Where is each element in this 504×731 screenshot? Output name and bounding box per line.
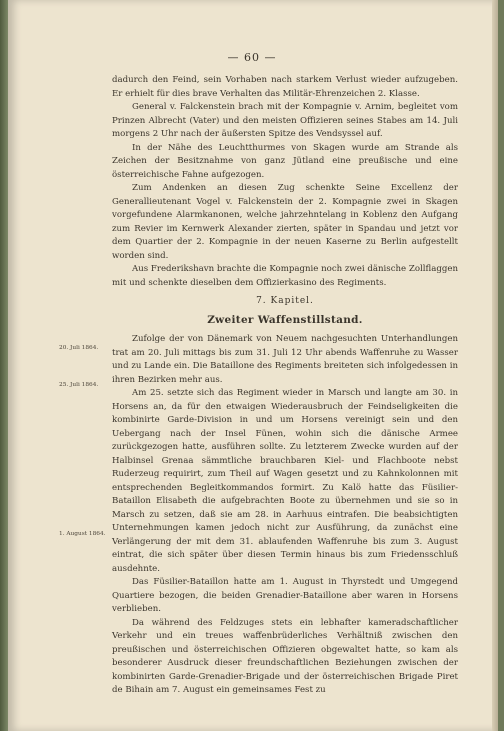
paragraph: Zufolge der von Dänemark von Neuem nachgesuchten Unterhandlungen trat am 20. Juli mittags bis zum 31. Juli 12 Uhr abends Waffenruhe zu Wasser und zu Lande ein. Die Bataillone des Regiments breiteten sich infolgedessen in ihren Bezirken mehr aus. bbox=[112, 334, 458, 385]
paragraph: General v. Falckenstein brach mit der Kompagnie v. Arnim, begleitet vom Prinzen Albrecht (Vater) und den meisten Offizieren seines Stabes am 14. Juli morgens 2 Uhr nach der äußersten Spitze des Vendsyssel auf. bbox=[112, 102, 458, 139]
chapter-title: Zweiter Waffenstillstand. bbox=[207, 314, 363, 326]
top-text-block bbox=[112, 74, 458, 290]
page-number: — 60 — bbox=[227, 51, 277, 64]
book-spine bbox=[0, 0, 8, 731]
margin-note-date: 1. August 1864. bbox=[59, 531, 106, 537]
paragraph: In der Nähe des Leuchtthurmes von Skagen wurde am Strande als Zeichen der Besitznahme von ganz Jütland eine preußische und eine österreichische Fahne aufgezogen. bbox=[112, 142, 458, 180]
paragraph: Am 25. setzte sich das Regiment wieder in Marsch und langte am 30. in Horsens an, da für den etwaigen Wiederausbruch der Feindseligkeiten die kombinirte Garde-Division in und um Horsens vereinigt sein und den Uebergang nach der Insel Fünen, wohin sich die dänische Armee zurückgezogen hatte, ausführen sollte. Zu letzterem Zwecke wurden auf der Halbinsel Grenaa sämmtliche brauchbaren Kiel- und Flachboote nebst Ruderzeug requirirt, zum Theil auf Wagen gesetzt und zu Kahnkolonnen mit entsprechenden Begleitkommandos formirt. Zu Kalö hatte das Füsilier-Bataillon Elisabeth die aufgebrachten Boote zu übernehmen und sie so in Marsch zu setzen, daß sie am 28. in Aarhuus eintrafen. Die beabsichtigten Unternehmungen kamen jedoch nicht zur Ausführung, da zunächst eine Verlängerung der mit dem 31. ablaufenden Waffenruhe bis zum 3. August eintrat, die sich später über diesen Termin hinaus bis zum Friedensschluß ausdehnte. bbox=[112, 388, 458, 574]
paragraph: Zum Andenken an diesen Zug schenkte Seine Excellenz der Generallieutenant Vogel v. Falckenstein der 2. Kompagnie zwei in Skagen vorgefundene Alarmkanonen, welche jahrzehntelang in Koblenz den Aufgang zum Revier im Kernwerk Alexander zierten, später in Spandau und jetzt vor dem Quartier der 2. Kompagnie in der neuen Kaserne zu Berlin aufgestellt worden sind. bbox=[112, 183, 458, 261]
margin-note-date: 20. Juli 1864. bbox=[59, 345, 99, 351]
margin-note-date: 25. Juli 1864. bbox=[59, 382, 99, 388]
paragraph: Aus Frederikshavn brachte die Kompagnie noch zwei dänische Zollflaggen mit und schenkte dieselben dem Offizierkasino des Regiments. bbox=[112, 264, 458, 288]
page-edge bbox=[492, 0, 498, 731]
bottom-text-block bbox=[112, 333, 458, 698]
paragraph: dadurch den Feind, sein Vorhaben nach starkem Verlust wieder aufzugeben. Er erhielt für dies brave Verhalten das Militär-Ehrenzeichen 2. Klasse. bbox=[112, 75, 458, 99]
paragraph: Da während des Feldzuges stets ein lebhafter kameradschaftlicher Verkehr und ein treues waffenbrüderliches Verhältniß zwischen den preußischen und österreichischen Offizieren obgewaltet hatte, so kam als besonderer Ausdruck dieser freundschaftlichen Beziehungen zwischen der kombinirten Garde-Grenadier-Brigade und der österreichischen Brigade Piret de Bihain am 7. August ein gemeinsames Fest zu bbox=[112, 617, 458, 695]
chapter-label: 7. Kapitel. bbox=[256, 296, 314, 306]
paragraph: Das Füsilier-Bataillon hatte am 1. August in Thyrstedt und Umgegend Quartiere bezogen, die beiden Grenadier-Bataillone aber waren in Horsens verblieben. bbox=[112, 577, 458, 614]
